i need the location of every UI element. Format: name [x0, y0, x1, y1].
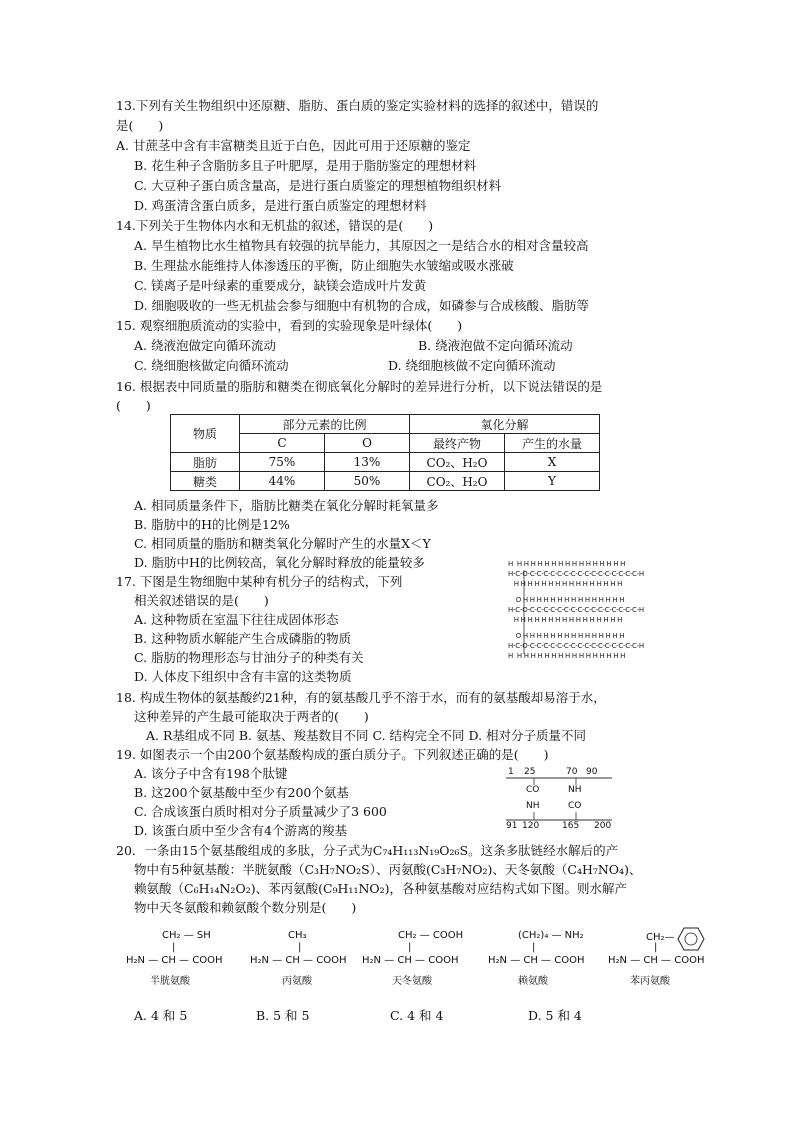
backbone: H₂N — CH — COOH [250, 955, 347, 966]
table-row [171, 453, 600, 472]
q15-option-a: A. 绕液泡做定向循环流动 [134, 338, 276, 353]
q14-option-a: A. 旱生植物比水生植物具有较强的抗旱能力，其原因之一是结合水的相对含量较高 [134, 238, 589, 253]
q20-option-b: B. 5 和 5 [256, 1008, 310, 1023]
label-120: 120 [522, 821, 540, 831]
q20-option-d: D. 5 和 4 [528, 1008, 582, 1023]
cell-o: 13% [325, 453, 410, 472]
q17-stem-cont: 相关叙述错误的是( ) [134, 593, 269, 608]
bond-line: | [532, 942, 536, 953]
fatty-acid-chain-1: H-C-O-C-C-C-C-C-C-C-C-C-C-C-C-C-C-C-C-H [508, 570, 644, 578]
q19-option-b: B. 这200个氨基酸中至少有200个氨基 [134, 785, 349, 800]
q14-option-b: B. 生理盐水能维持人体渗透压的平衡，防止细胞失水皱缩或吸水涨破 [134, 258, 514, 273]
th-element-ratio: 部分元素的比例 [240, 415, 410, 434]
label-1: 1 [508, 767, 514, 777]
q15-option-d: D. 绕细胞核做不定向循环流动 [388, 358, 556, 373]
th-water: 产生的水量 [505, 434, 600, 453]
q18-stem-cont: 这种差异的产生最可能取决于两者的( ) [134, 709, 369, 724]
side-chain: CH₂ — SH [162, 930, 211, 941]
q17-option-b: B. 这种物质水解能产生合成磷脂的物质 [134, 631, 352, 646]
th-o: O [325, 434, 410, 453]
q19-option-c: C. 合成该蛋白质时相对分子质量减少了3 600 [134, 804, 387, 819]
q18-options: A. R基组成不同 B. 氨基、羧基数目不同 C. 结构完全不同 D. 相对分子质量不同 [146, 728, 587, 743]
backbone: H₂N — CH — COOH [126, 955, 223, 966]
fatty-acid-chain-bot-h: H H H H H H H H H H H H H H H H H [508, 652, 626, 660]
q19-option-a: A. 该分子中含有198个肽键 [134, 766, 288, 781]
q19-stem: 19. 如图表示一个由200个氨基酸构成的蛋白质分子。下列叙述正确的是( ) [116, 747, 549, 762]
cell-name: 糖类 [171, 472, 240, 491]
cell-water: X [505, 453, 600, 472]
side-chain: CH₂ — COOH [398, 930, 464, 941]
cell-c: 75% [240, 453, 325, 472]
protein-chain-diagram [504, 765, 616, 833]
bond-line: | [172, 942, 176, 953]
label-nh-left: NH [526, 801, 540, 811]
q20-stem-cont-1: 物中有5种氨基酸：半胱氨酸（C₃H₇NO₂S）、丙氨酸(C₃H₇NO₂)、天冬氨酸（C₄H₇NO₄)、 [134, 862, 642, 877]
label-91: 91 [506, 821, 518, 831]
backbone: H₂N — CH — COOH [608, 955, 705, 966]
cell-product: CO₂、H₂O [410, 453, 505, 472]
label-70: 70 [566, 767, 578, 777]
aa-name: 丙氨酸 [282, 976, 312, 987]
aa-name: 赖氨酸 [518, 976, 548, 987]
th-substance: 物质 [171, 415, 240, 453]
fatty-acid-chain-3: H-C-O-C-C-C-C-C-C-C-C-C-C-C-C-C-C-C-C-H [508, 642, 644, 650]
q13-stem: 13.下列有关生物组织中还原糖、脂肪、蛋白质的鉴定实验材料的选择的叙述中，错误的 [116, 98, 599, 113]
label-90: 90 [586, 767, 598, 777]
q16-option-a: A. 相同质量条件下，脂肪比糖类在氧化分解时耗氧量多 [134, 498, 439, 513]
q17-option-c: C. 脂肪的物理形态与甘油分子的种类有关 [134, 650, 364, 665]
fatty-acid-chain-2: H-C-O-C-C-C-C-C-C-C-C-C-C-C-C-C-C-C-C-H [508, 606, 644, 614]
q13-option-b: B. 花生种子含脂肪多且子叶肥厚，是用于脂肪鉴定的理想材料 [134, 158, 477, 173]
fatty-acid-chain-top-h: O H H H H H H H H H H H H H H H [508, 596, 625, 604]
q20-stem-cont-2: 赖氨酸（C₆H₁₄N₂O₂)、苯丙氨酸(C₉H₁₁NO₂)，各种氨基酸对应结构式如下图。则水解产 [134, 881, 628, 896]
aa-name: 苯丙氨酸 [630, 976, 670, 987]
q20-option-a: A. 4 和 5 [134, 1008, 188, 1023]
label-25: 25 [524, 767, 536, 777]
q16-option-d: D. 脂肪中H的比例较高，氧化分解时释放的能量较多 [134, 555, 425, 570]
q14-option-c: C. 镁离子是叶绿素的重要成分，缺镁会造成叶片发黄 [134, 278, 427, 293]
q15-option-c: C. 绕细胞核做定向循环流动 [134, 358, 289, 373]
fatty-acid-chain-bot-h: H H H H H H H H H H H H H H H H [508, 616, 623, 624]
q17-option-a: A. 这种物质在室温下往往成固体形态 [134, 612, 339, 627]
label-200: 200 [594, 821, 612, 831]
q18-stem: 18. 构成生物体的氨基酸约21种，有的氨基酸几乎不溶于水，而有的氨基酸却易溶于水， [116, 690, 606, 705]
side-chain: CH₃ [288, 930, 307, 941]
aa-name: 半胱氨酸 [150, 976, 190, 987]
side-chain: (CH₂)₄ — NH₂ [518, 930, 584, 941]
label-nh-right: NH [568, 785, 582, 795]
q20-stem-cont-3: 物中天冬氨酸和赖氨酸个数分别是( ) [134, 900, 357, 915]
q13-option-a: A. 甘蔗茎中含有丰富糖类且近于白色，因此可用于还原糖的鉴定 [116, 138, 471, 153]
cell-product: CO₂、H₂O [410, 472, 505, 491]
bond-line: | [408, 942, 412, 953]
cell-c: 44% [240, 472, 325, 491]
q15-option-b: B. 绕液泡做不定向循环流动 [418, 338, 573, 353]
cell-water: Y [505, 472, 600, 491]
q15-stem: 15. 观察细胞质流动的实验中，看到的实验现象是叶绿体( ) [116, 318, 463, 333]
bond-line: | [298, 942, 302, 953]
th-oxidation: 氧化分解 [410, 415, 600, 434]
fatty-acid-chain-top-h: O H H H H H H H H H H H H H H H [508, 632, 625, 640]
fatty-acid-chain-bot-h: H H H H H H H H H H H H H H H H [508, 580, 623, 588]
q13-option-d: D. 鸡蛋清含蛋白质多，是进行蛋白质鉴定的理想材料 [134, 198, 427, 213]
q17-stem: 17. 下图是生物细胞中某种有机分子的结构式，下列 [116, 574, 403, 589]
q17-option-d: D. 人体皮下组织中含有丰富的这类物质 [134, 669, 352, 684]
fatty-acid-chain-top-h: H H H H H H H H H H H H H H H H H [508, 560, 626, 568]
q14-option-d: D. 细胞吸收的一些无机盐会参与细胞中有机物的合成，如磷参与合成核酸、脂肪等 [134, 298, 590, 313]
benzene-ring-icon [676, 926, 706, 952]
q16-option-b: B. 脂肪中的H的比例是12% [134, 517, 290, 532]
label-co-right: CO [568, 801, 582, 811]
cell-o: 50% [325, 472, 410, 491]
q13-option-c: C. 大豆种子蛋白质含量高，是进行蛋白质鉴定的理想植物组织材料 [134, 178, 502, 193]
triglyceride-structure-figure [508, 558, 718, 666]
cell-name: 脂肪 [171, 453, 240, 472]
q16-option-c: C. 相同质量的脂肪和糖类氧化分解时产生的水量X＜Y [134, 536, 431, 551]
q16-stem: 16. 根据表中同质量的脂肪和糖类在彻底氧化分解时的差异进行分析，以下说法错误的是 [116, 379, 603, 394]
table-row [171, 472, 600, 491]
q20-option-c: C. 4 和 4 [390, 1008, 444, 1023]
q13-stem-cont: 是( ) [116, 118, 164, 133]
q16-stem-cont: ( ) [116, 398, 151, 413]
q16-table [170, 414, 600, 491]
bond-line: | [654, 942, 658, 953]
q14-stem: 14.下列关于生物体内水和无机盐的叙述，错误的是( ) [116, 218, 434, 233]
label-co-left: CO [526, 785, 540, 795]
q19-option-d: D. 该蛋白质中至少含有4个游离的羧基 [134, 823, 347, 838]
q20-stem: 20．一条由15个氨基酸组成的多肽，分子式为C₇₄H₁₁₃N₁₉O₂₆S。这条多肽链经水解后的产 [116, 843, 619, 858]
side-chain: CH₂— [646, 932, 675, 943]
backbone: H₂N — CH — COOH [362, 955, 459, 966]
th-final-product: 最终产物 [410, 434, 505, 453]
label-165: 165 [562, 821, 580, 831]
aa-name: 天冬氨酸 [392, 976, 432, 987]
backbone: H₂N — CH — COOH [488, 955, 585, 966]
th-c: C [240, 434, 325, 453]
